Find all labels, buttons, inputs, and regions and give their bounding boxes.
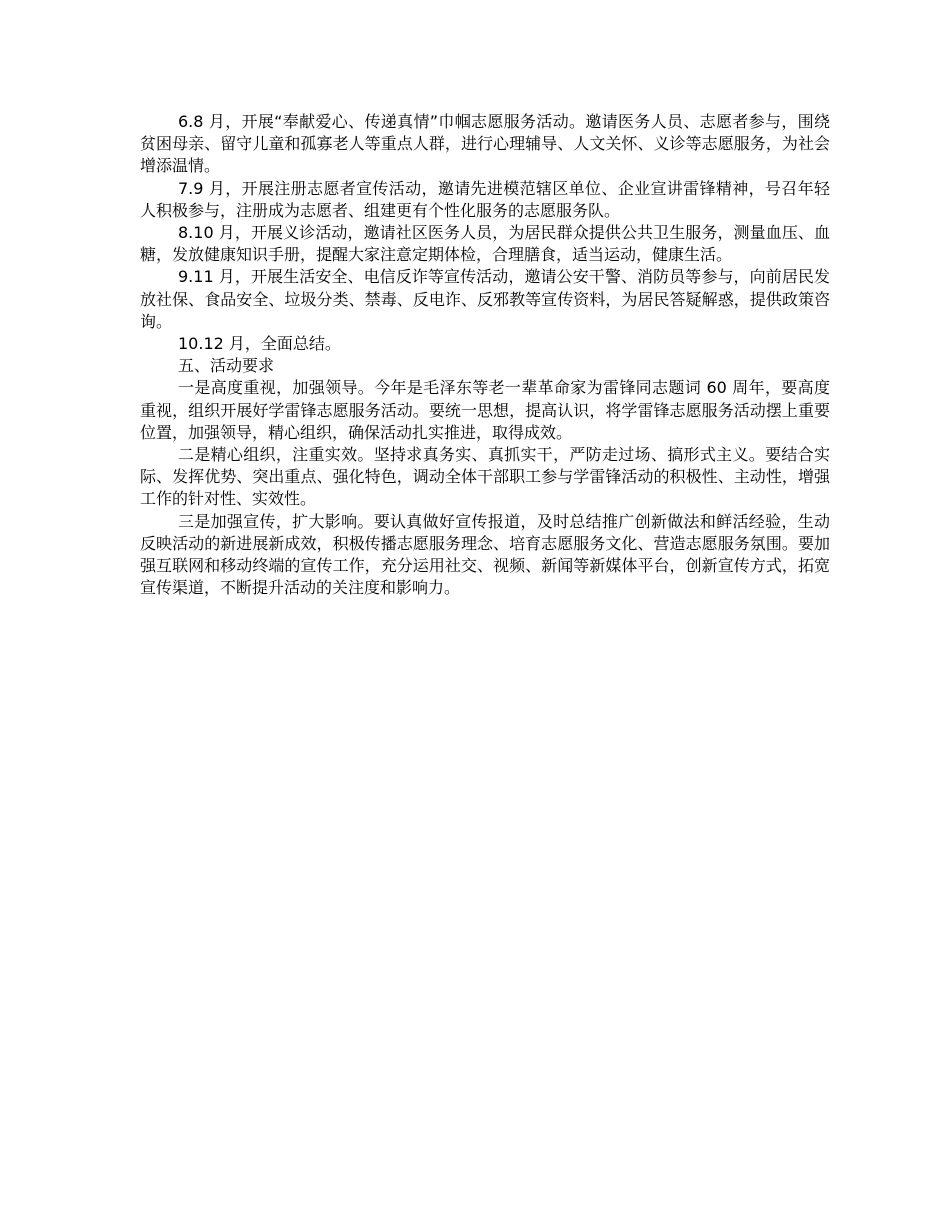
paragraph-month-10-12: 10.12 月，全面总结。 xyxy=(178,334,341,354)
paragraph-month-9-11: 9.11 月，开展生活安全、电信反诈等宣传活动，邀请公安干警、消防员等参与，向前居民发放社保、食品安全、垃圾分类、禁毒、反电诈、反邪教等宣传资料，为居民答疑解惑，提供政策咨询。 xyxy=(140,267,830,331)
paragraph-month-7-9: 7.9 月，开展注册志愿者宣传活动，邀请先进模范辖区单位、企业宣讲雷锋精神，号召年轻人积极参与，注册成为志愿者、组建更有个性化服务的志愿服务队。 xyxy=(140,178,830,220)
section-heading-requirements: 五、活动要求 xyxy=(178,356,275,376)
paragraph-month-8-10: 8.10 月，开展义诊活动，邀请社区医务人员，为居民群众提供公共卫生服务，测量血压、血糖，发放健康知识手册，提醒大家注意定期体检，合理膳食，适当运动，健康生活。 xyxy=(140,223,830,265)
paragraph-requirement-1: 一是高度重视，加强领导。今年是毛泽东等老一辈革命家为雷锋同志题词 60 周年，要高度重视，组织开展好学雷锋志愿服务活动。要统一思想，提高认识，将学雷锋志愿服务活动摆上重要位置，加强领导，精心组织，确保活动扎实推进，取得成效。 xyxy=(140,378,830,442)
paragraph-requirement-3: 三是加强宣传，扩大影响。要认真做好宣传报道，及时总结推广创新做法和鲜活经验，生动反映活动的新进展新成效，积极传播志愿服务理念、培育志愿服务文化、营造志愿服务氛围。要加强互联网和移动终端的宣传工作，充分运用社交、视频、新闻等新媒体平台，创新宣传方式，拓宽宣传渠道，不断提升活动的关注度和影响力。 xyxy=(140,511,830,598)
document-body xyxy=(140,111,830,599)
paragraph-month-6-8: 6.8 月，开展“奉献爱心、传递真情”巾帼志愿服务活动。邀请医务人员、志愿者参与，围绕贫困母亲、留守儿童和孤寡老人等重点人群，进行心理辅导、人文关怀、义诊等志愿服务，为社会增添温情。 xyxy=(140,112,830,176)
paragraph-requirement-2: 二是精心组织，注重实效。坚持求真务实、真抓实干，严防走过场、搞形式主义。要结合实际、发挥优势、突出重点、强化特色，调动全体干部职工参与学雷锋活动的积极性、主动性，增强工作的针对性、实效性。 xyxy=(140,445,830,509)
